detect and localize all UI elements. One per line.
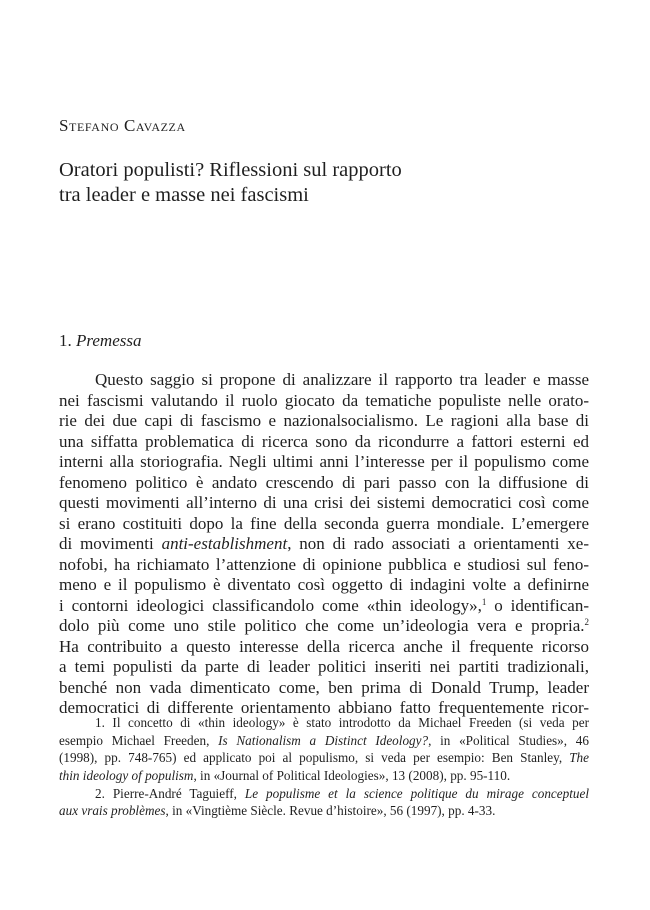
body-line: benché non vada dimenticato come, ben prima di Donald Trump, leader bbox=[59, 677, 589, 697]
text-run: , in «Political Studies», 46 bbox=[428, 732, 589, 748]
body-line: una siffatta problematica di ricerca sono da ricondurre a fattori esterni ed bbox=[59, 431, 589, 451]
title-line: tra leader e masse nei fascismi bbox=[59, 184, 309, 206]
italic-title: Is Nationalism a Distinct Ideology? bbox=[218, 732, 429, 748]
italic-title: Le populisme et la science politique du mirage conceptuel bbox=[244, 785, 589, 801]
body-line: Ha contribuito a questo interesse della ricerca anche il frequente ricorso bbox=[59, 636, 589, 656]
body-line bbox=[59, 534, 589, 555]
body-text bbox=[59, 370, 589, 719]
body-line: meno e il populismo è diventato così oggetto di indagini volte a definirne bbox=[59, 575, 589, 594]
title-line: Oratori populisti? Riflessioni sul rapporto bbox=[59, 159, 402, 181]
italic-title: aux vrais problèmes bbox=[59, 803, 166, 819]
text-run: 2. Pierre-André Taguieff, bbox=[95, 785, 245, 801]
text-run: i contorni ideologici classificandolo come «thin ideology», bbox=[59, 595, 482, 615]
body-line: a temi populisti da parte di leader politici inseriti nei partiti tradizionali, bbox=[59, 657, 589, 676]
text-run: o identifican- bbox=[486, 595, 589, 615]
author-name: Stefano Cavazza bbox=[59, 116, 186, 135]
body-line bbox=[59, 596, 589, 617]
footnotes bbox=[59, 714, 589, 820]
article-title bbox=[59, 158, 559, 208]
body-line: si erano costituiti dopo la fine della seconda guerra mondiale. L’emergere bbox=[59, 513, 589, 533]
section-name: Premessa bbox=[76, 331, 142, 350]
body-line bbox=[59, 616, 589, 637]
text-run: dolo più come uno stile politico che come un’ideologia vera e propria. bbox=[59, 616, 585, 635]
body-line: Questo saggio si propone di analizzare il rapporto tra leader e masse bbox=[95, 370, 589, 389]
text-run: , non di rado associati a orientamenti xe- bbox=[287, 534, 589, 553]
text-run: di movimenti bbox=[59, 534, 162, 553]
text-run: esempio Michael Freeden, bbox=[59, 732, 219, 748]
italic-title: The bbox=[569, 750, 589, 766]
body-line: fenomeno politico è andato crescendo di pari passo con la diffusione di bbox=[59, 472, 589, 492]
footnote-line bbox=[59, 732, 589, 750]
body-line: questi movimenti all’interno di una crisi dei sistemi democratici così come bbox=[59, 493, 589, 512]
body-line: democratici di differente orientamento abbiano fatto frequentemente ricor- bbox=[59, 698, 589, 717]
text-run: (1998), pp. 748-765) ed applicato poi al populismo, si veda per esempio: Ben Stanley, bbox=[59, 750, 570, 766]
text-run: , in «Vingtième Siècle. Revue d’histoire», 56 (1997), pp. 4-33. bbox=[165, 803, 496, 819]
text-run: , in «Journal of Political Ideologies», 13 (2008), pp. 95-110. bbox=[193, 768, 511, 784]
section-number: 1. bbox=[59, 331, 72, 350]
italic-title: thin ideology of populism bbox=[59, 768, 194, 784]
body-line: nei fascismi valutando il ruolo giocato da tematiche populiste nelle orato- bbox=[59, 390, 589, 410]
body-line: rie dei due capi di fascismo e nazionalsocialismo. Le ragioni alla base di bbox=[59, 411, 589, 430]
footnote-line bbox=[59, 749, 589, 767]
footnote-ref[interactable]: 1 bbox=[481, 596, 487, 607]
footnote-line bbox=[59, 802, 589, 820]
body-line: interni alla storiografia. Negli ultimi anni l’interesse per il populismo come bbox=[59, 452, 589, 471]
footnote-line: 1. Il concetto di «thin ideology» è stato introdotto da Michael Freeden (si veda per bbox=[95, 715, 589, 730]
italic-term: anti-establishment bbox=[161, 534, 288, 553]
body-line: nofobi, ha richiamato l’attenzione di opinione pubblica e studiosi sul feno- bbox=[59, 554, 589, 574]
section-heading bbox=[59, 331, 141, 351]
footnote-line bbox=[59, 767, 589, 785]
footnote-line bbox=[59, 785, 589, 803]
footnote-ref[interactable]: 2 bbox=[584, 617, 589, 627]
